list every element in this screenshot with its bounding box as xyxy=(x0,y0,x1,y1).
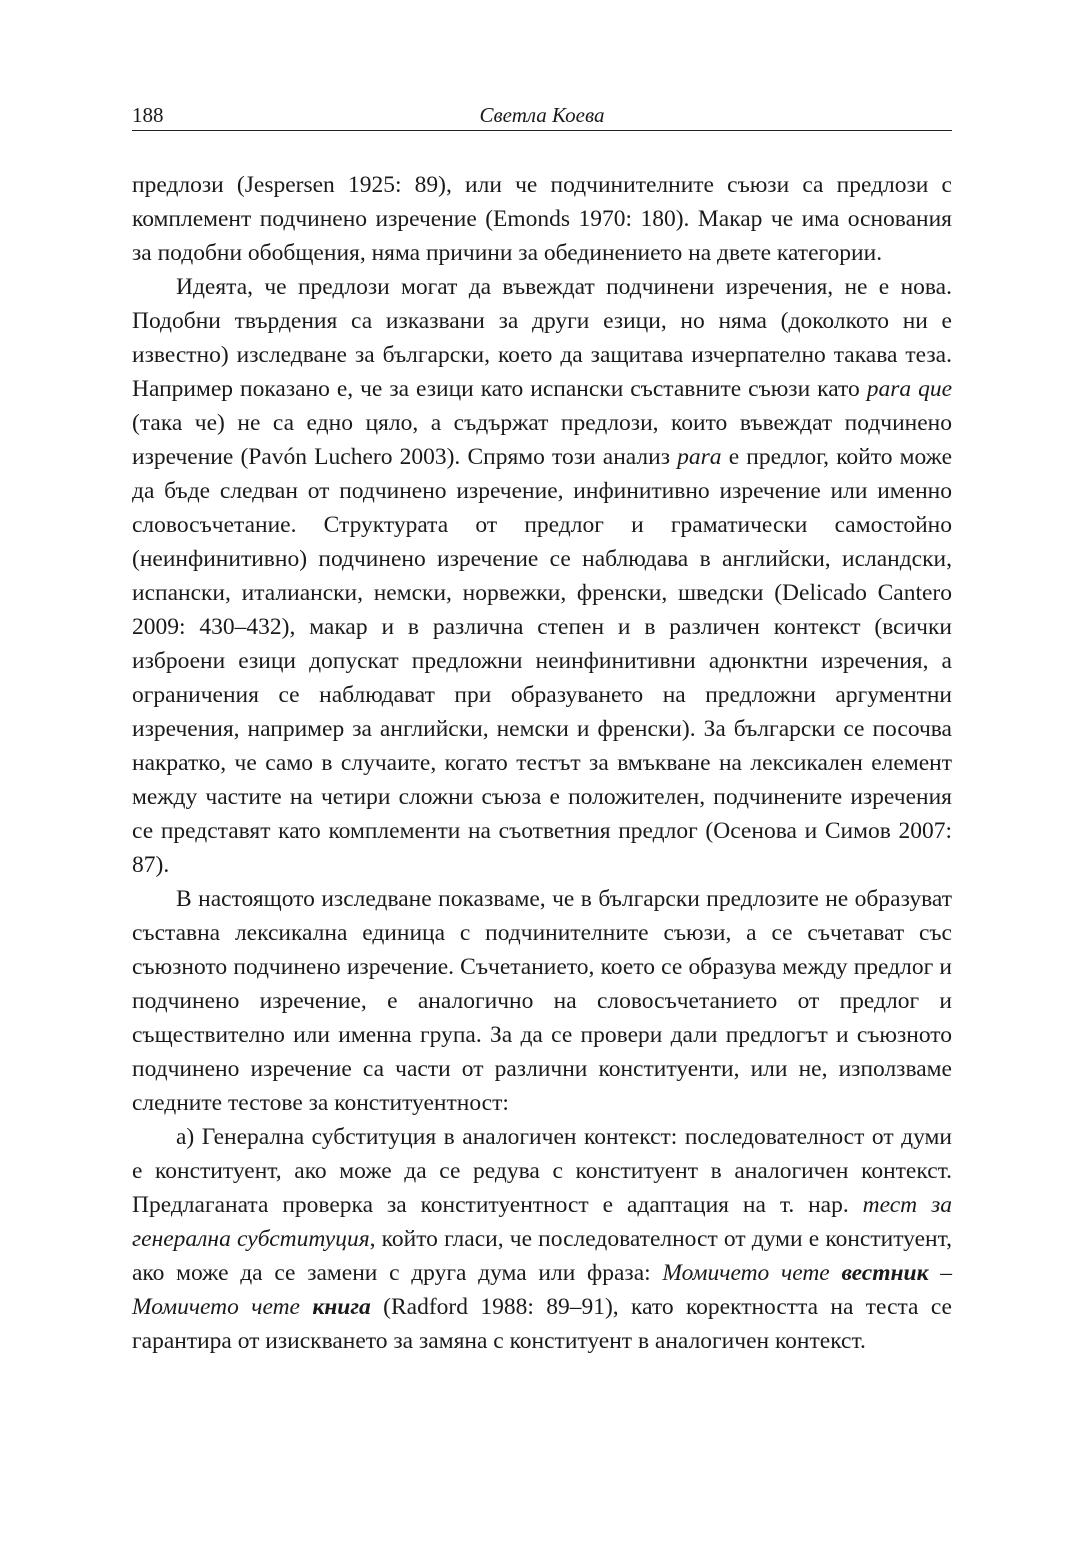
page-number: 188 xyxy=(132,103,164,127)
book-page xyxy=(132,100,952,1358)
page-header xyxy=(132,100,952,131)
paragraph-2 xyxy=(132,270,952,882)
running-title: Светла Коева xyxy=(479,103,605,127)
text-run: Идеята, че предлози могат да въвеждат подчинени изречения, не е нова. Подобни твърдения са изказвани за други езици, но няма (доколкото ни е известно) изследване за български, което да защитава изчерпателно такава теза. Например показано е, че за езици като испански съставните съюзи като xyxy=(132,274,952,402)
text-run: В настоящото изследване показваме, че в български предлозите не образуват съставна лексикална единица с подчинителните съюзи, а се съчетават със съюзното подчинено изречение. Съчетанието, което се образува между предлог и подчинено изречение, е аналогично на словосъчетанието от предлог и съществително или именна група. За да се провери дали предлогът и съюзното подчинено изречение са части от различни конституенти, или не, използваме следните тестове за конституентност: xyxy=(132,886,952,1116)
paragraph-1 xyxy=(132,168,952,270)
body-text xyxy=(132,168,952,1358)
bold-italic-term: вестник xyxy=(841,1260,929,1286)
italic-term: Момичето чете xyxy=(132,1294,313,1320)
paragraph-3 xyxy=(132,882,952,1120)
text-run: (така че) не са едно цяло, а съдържат предлози, които въвеждат подчинено изречение (Pavón Luchero 2003). Спрямо този анализ xyxy=(132,410,952,470)
text-run: предлози (Jespersen 1925: 89), или че подчинителните съюзи са предлози с комплемент подчинено изречение (Emonds 1970: 180). Макар че има основания за подобни обобщения, няма причини за обединението на двете категории. xyxy=(132,172,952,266)
paragraph-4 xyxy=(132,1120,952,1358)
text-run: – xyxy=(928,1260,953,1286)
text-run: е предлог, който може да бъде следван от подчинено изречение, инфинитивно изречение или именно словосъчетание. Структурата от предлог и граматически самостойно (неинфинитивно) подчинено изречение се наблюдава в английски, исландски, испански, италиански, немски, норвежки, френски, шведски (Delicado Cantero 2009: 430–432), макар и в различна степен и в различен контекст (всички изброени езици допускат предложни неинфинитивни адюнктни изречения, а ограничения се наблюдават при образуването на предложни аргументни изречения, например за английски, немски и френски). За български се посочва накратко, че само в случаите, когато тестът за вмъкване на лексикален елемент между частите на четири сложни съюза е положителен, подчинените изречения се представят като комплементи на съответния предлог (Осенова и Симов 2007: 87). xyxy=(132,444,952,878)
text-run: а) Генерална субституция в аналогичен контекст: последователност от думи е конституент, ако може да се редува с конституент в аналогичен контекст. Предлаганата проверка за конституентност е адаптация на т. нар. xyxy=(132,1124,952,1218)
italic-term: Момичето чете xyxy=(662,1260,842,1286)
italic-term: para xyxy=(677,444,722,470)
bold-italic-term: книга xyxy=(312,1294,371,1320)
italic-term: тест за генерална субституция xyxy=(132,1192,952,1252)
text-run: , който гласи, че последователност от думи е конституент, ако може да се замени с друга дума или фраза: xyxy=(132,1226,952,1286)
text-run: (Radford 1988: 89–91), като коректността на теста се гарантира от изискването за замяна с конституент в аналогичен контекст. xyxy=(132,1294,952,1354)
italic-term: para que xyxy=(866,376,952,402)
